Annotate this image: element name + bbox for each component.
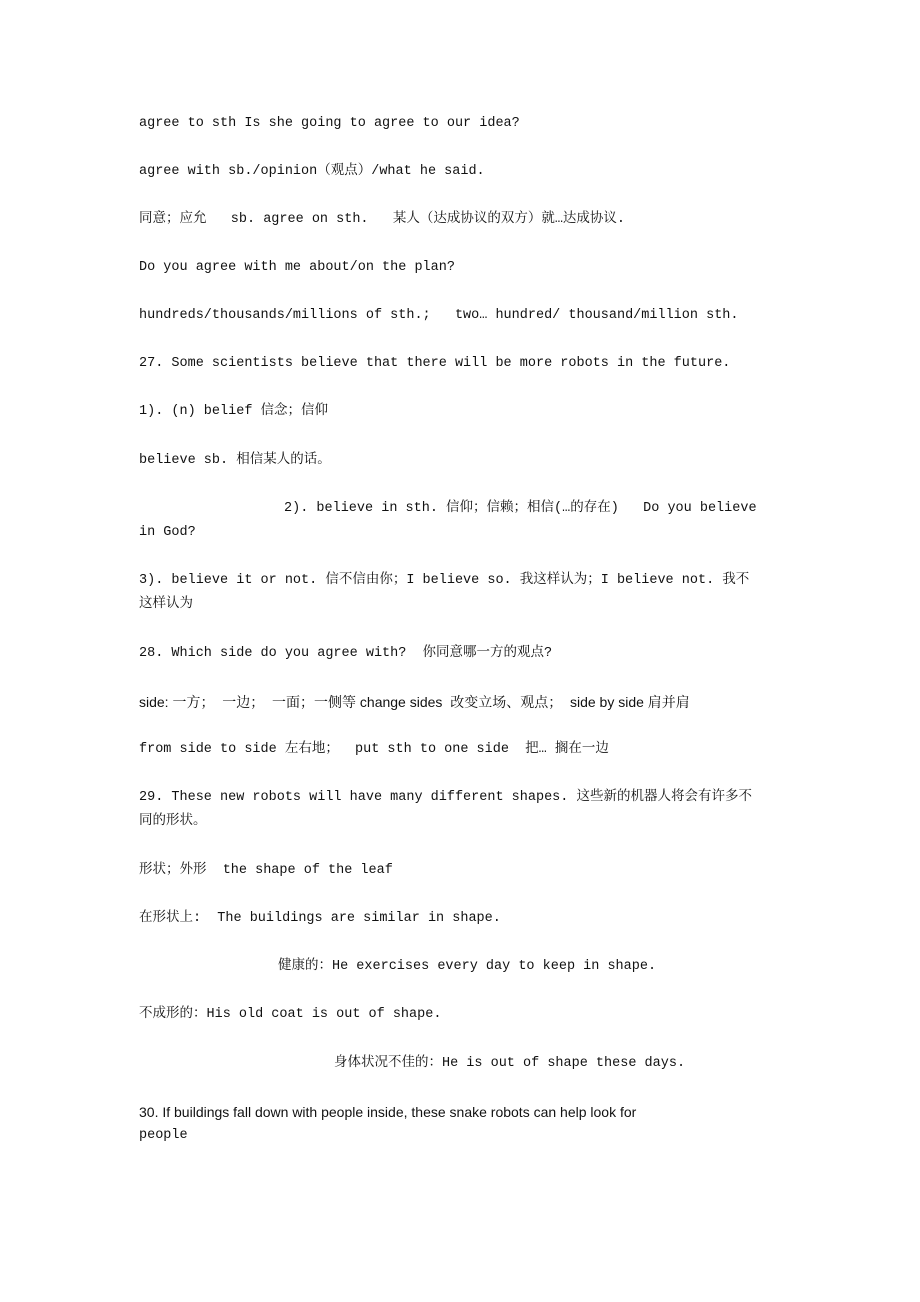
text-line: 2). believe in sth. 信仰；信赖；相信(…的存在) Do you believe [284,501,757,516]
text-line: people [139,1128,188,1143]
text-line: 同意；应允 sb. agree on sth. 某人（达成协议的双方）就…达成协议. [139,212,626,227]
text-line: 30. If buildings fall down with people inside, these snake robots can help look for [139,1104,637,1120]
text-line: 1). (n) belief 信念；信仰 [139,404,329,419]
text-line: 27. Some scientists believe that there will be more robots in the future. [139,356,731,371]
text-line: agree with sb./opinion（观点）/what he said. [139,164,485,179]
text-line: 同的形状。 [139,814,207,829]
text-line: 这样认为 [139,597,193,612]
text-line: 健康的：He exercises every day to keep in shape. [278,959,657,974]
text-line: 3). believe it or not. 信不信由你；I believe so. 我这样认为；I believe not. 我不 [139,573,750,588]
text-line: side: 一方； 一边； 一面；一侧等 change sides 改变立场、观点； side by side 肩并肩 [139,694,690,710]
text-line: 身体状况不佳的：He is out of shape these days. [334,1056,686,1071]
text-line: 形状；外形 the shape of the leaf [139,863,393,878]
text-line: believe sb. 相信某人的话。 [139,453,331,468]
text-line: 29. These new robots will have many different shapes. 这些新的机器人将会有许多不 [139,790,752,805]
text-line: from side to side 左右地； put sth to one side 把… 搁在一边 [139,742,609,757]
text-line: in God? [139,525,196,540]
text-line: hundreds/thousands/millions of sth.; two… hundred/ thousand/million sth. [139,308,739,323]
text-line: Do you agree with me about/on the plan? [139,260,455,275]
text-line: agree to sth Is she going to agree to our idea? [139,116,520,131]
text-line: 28. Which side do you agree with? 你同意哪一方的观点? [139,646,553,661]
text-line: 在形状上: The buildings are similar in shape. [139,911,501,926]
text-line: 不成形的：His old coat is out of shape. [139,1007,442,1022]
